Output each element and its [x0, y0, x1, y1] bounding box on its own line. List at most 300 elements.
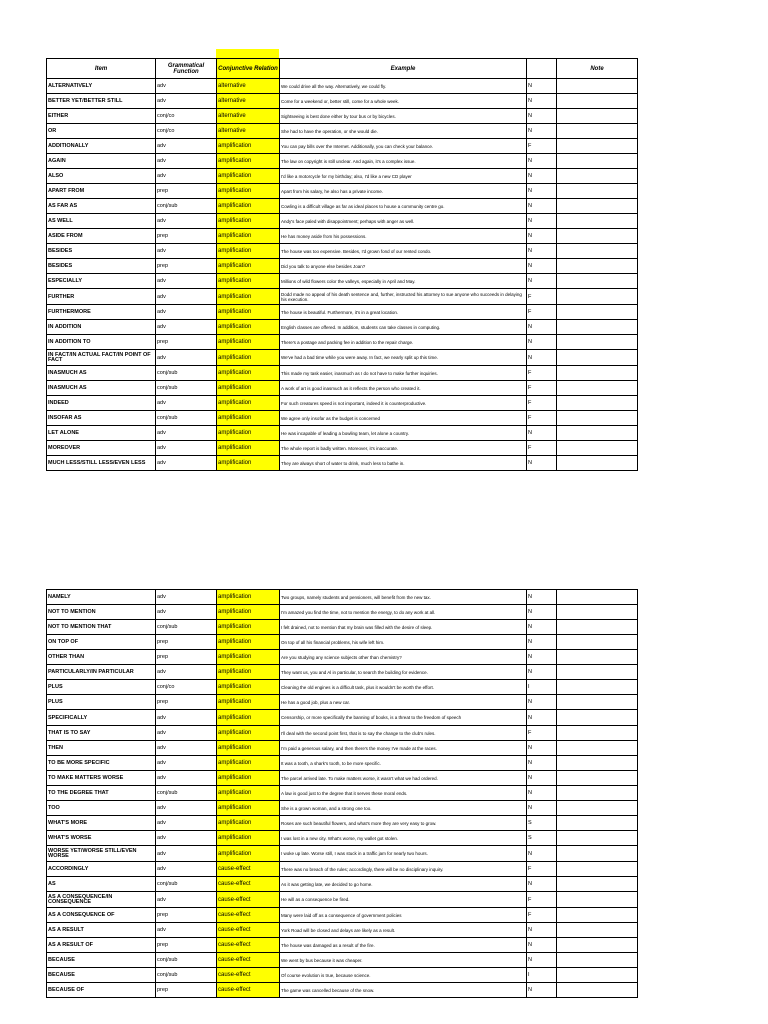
flag-cell: N: [527, 620, 557, 635]
flag-cell: F: [527, 908, 557, 923]
table-row: [47, 892, 638, 908]
relation-cell: amplification: [217, 411, 280, 426]
item-cell: AS A RESULT OF: [47, 938, 156, 953]
table-row: [47, 771, 638, 786]
example-cell: Of course evolution is true, because science.: [280, 968, 527, 983]
function-cell: adv: [156, 94, 217, 109]
flag-cell: N: [527, 214, 557, 229]
flag-cell: N: [527, 983, 557, 998]
example-cell: The parcel arrived late. To make matters worse, it wasn't what we had ordered.: [280, 771, 527, 786]
note-cell: [557, 305, 638, 320]
function-cell: prep: [156, 184, 217, 199]
function-cell: adv: [156, 665, 217, 680]
item-cell: ALTERNATIVELY: [47, 79, 156, 94]
note-cell: [557, 771, 638, 786]
relation-cell: amplification: [217, 366, 280, 381]
example-cell: The house is beautiful. Furthermore, it's in a great location.: [280, 305, 527, 320]
note-cell: [557, 590, 638, 605]
relation-cell: cause-effect: [217, 983, 280, 998]
example-cell: She had to have the operation, or she would die.: [280, 124, 527, 139]
example-cell: He will as a consequence be fired.: [280, 892, 527, 908]
note-cell: [557, 605, 638, 620]
example-cell: There's a postage and packing fee in addition to the repair charge.: [280, 335, 527, 350]
function-cell: adv: [156, 741, 217, 756]
table-row: [47, 983, 638, 998]
note-cell: [557, 426, 638, 441]
relation-cell: amplification: [217, 680, 280, 695]
relation-cell: cause-effect: [217, 908, 280, 923]
item-cell: MUCH LESS/STILL LESS/EVEN LESS: [47, 456, 156, 471]
table-row: [47, 199, 638, 214]
table-row: [47, 620, 638, 635]
example-cell: On top of all his financial problems, his wife left him.: [280, 635, 527, 650]
example-cell: This made my task easier, inasmuch as I do not have to make further inquiries.: [280, 366, 527, 381]
flag-cell: N: [527, 426, 557, 441]
item-cell: IN ADDITION: [47, 320, 156, 335]
item-cell: SPECIFICALLY: [47, 710, 156, 726]
table-row: [47, 411, 638, 426]
table-body-bottom: [47, 590, 638, 998]
table-row: [47, 229, 638, 244]
function-cell: adv: [156, 244, 217, 259]
relation-cell: amplification: [217, 846, 280, 862]
item-cell: THEN: [47, 741, 156, 756]
item-cell: PLUS: [47, 695, 156, 710]
flag-cell: F: [527, 862, 557, 877]
flag-cell: N: [527, 650, 557, 665]
header-item: Item: [47, 59, 156, 79]
item-cell: ACCORDINGLY: [47, 862, 156, 877]
relation-cell: amplification: [217, 229, 280, 244]
flag-cell: N: [527, 79, 557, 94]
flag-cell: N: [527, 877, 557, 892]
table-row: [47, 741, 638, 756]
relation-cell: amplification: [217, 756, 280, 771]
function-cell: adv: [156, 139, 217, 154]
flag-cell: N: [527, 605, 557, 620]
item-cell: FURTHERMORE: [47, 305, 156, 320]
note-cell: [557, 741, 638, 756]
flag-cell: F: [527, 726, 557, 741]
flag-cell: N: [527, 274, 557, 289]
example-cell: I'd like a motorcycle for my birthday; also, I'd like a new CD player: [280, 169, 527, 184]
flag-cell: F: [527, 396, 557, 411]
flag-cell: N: [527, 169, 557, 184]
example-cell: A law is good just to the degree that it serves these moral ends.: [280, 786, 527, 801]
note-cell: [557, 726, 638, 741]
item-cell: TOO: [47, 801, 156, 816]
note-cell: [557, 109, 638, 124]
relation-cell: amplification: [217, 590, 280, 605]
header-example: Example: [280, 59, 527, 79]
relation-cell: amplification: [217, 350, 280, 366]
note-cell: [557, 456, 638, 471]
function-cell: prep: [156, 229, 217, 244]
relation-cell: alternative: [217, 94, 280, 109]
note-cell: [557, 289, 638, 305]
note-cell: [557, 862, 638, 877]
table-row: [47, 846, 638, 862]
note-cell: [557, 154, 638, 169]
function-cell: adv: [156, 726, 217, 741]
function-cell: adv: [156, 801, 217, 816]
flag-cell: N: [527, 695, 557, 710]
function-cell: adv: [156, 756, 217, 771]
item-cell: FURTHER: [47, 289, 156, 305]
function-cell: adv: [156, 350, 217, 366]
relation-cell: cause-effect: [217, 923, 280, 938]
flag-cell: F: [527, 381, 557, 396]
item-cell: MOREOVER: [47, 441, 156, 456]
example-cell: For such creatures speed is not important, indeed it is counterproductive.: [280, 396, 527, 411]
relation-cell: amplification: [217, 184, 280, 199]
example-cell: Come for a weekend or, better still, come for a whole week.: [280, 94, 527, 109]
function-cell: adv: [156, 710, 217, 726]
relation-cell: amplification: [217, 274, 280, 289]
flag-cell: F: [527, 366, 557, 381]
item-cell: APART FROM: [47, 184, 156, 199]
note-cell: [557, 710, 638, 726]
example-cell: Apart from his salary, he also has a private income.: [280, 184, 527, 199]
example-cell: Are you studying any science subjects other than chemistry?: [280, 650, 527, 665]
function-cell: adv: [156, 426, 217, 441]
relation-cell: alternative: [217, 124, 280, 139]
note-cell: [557, 680, 638, 695]
function-cell: conj/sub: [156, 786, 217, 801]
item-cell: WHAT'S MORE: [47, 816, 156, 831]
table-row: [47, 350, 638, 366]
note-cell: [557, 892, 638, 908]
relation-cell: amplification: [217, 441, 280, 456]
relation-cell: amplification: [217, 650, 280, 665]
relation-cell: amplification: [217, 259, 280, 274]
note-cell: [557, 184, 638, 199]
note-cell: [557, 350, 638, 366]
note-cell: [557, 846, 638, 862]
flag-cell: N: [527, 124, 557, 139]
flag-cell: N: [527, 953, 557, 968]
item-cell: WORSE YET/WORSE STILL/EVEN WORSE: [47, 846, 156, 862]
flag-cell: N: [527, 109, 557, 124]
note-cell: [557, 665, 638, 680]
relation-cell: amplification: [217, 154, 280, 169]
item-cell: BETTER YET/BETTER STILL: [47, 94, 156, 109]
item-cell: THAT IS TO SAY: [47, 726, 156, 741]
item-cell: AS WELL: [47, 214, 156, 229]
flag-cell: N: [527, 590, 557, 605]
connectives-table-top: [46, 58, 638, 471]
note-cell: [557, 968, 638, 983]
flag-cell: N: [527, 635, 557, 650]
item-cell: BESIDES: [47, 244, 156, 259]
flag-cell: N: [527, 801, 557, 816]
note-cell: [557, 695, 638, 710]
item-cell: PARTICULARLY/IN PARTICULAR: [47, 665, 156, 680]
table-row: [47, 259, 638, 274]
table-row: [47, 923, 638, 938]
relation-cell: amplification: [217, 214, 280, 229]
relation-cell: amplification: [217, 710, 280, 726]
note-cell: [557, 650, 638, 665]
flag-cell: N: [527, 756, 557, 771]
table-row: [47, 154, 638, 169]
flag-cell: I: [527, 968, 557, 983]
example-cell: He has a good job, plus a new car.: [280, 695, 527, 710]
example-cell: Dodd made no appeal of his death sentence and, further, instructed his attorney to sue anyone who succeeds in delaying his execution.: [280, 289, 527, 305]
function-cell: adv: [156, 274, 217, 289]
flag-cell: N: [527, 923, 557, 938]
relation-cell: amplification: [217, 605, 280, 620]
table-row: [47, 169, 638, 184]
table-row: [47, 305, 638, 320]
table-row: [47, 381, 638, 396]
table-row: [47, 938, 638, 953]
note-cell: [557, 908, 638, 923]
table-row: [47, 801, 638, 816]
note-cell: [557, 756, 638, 771]
example-cell: We've had a bad time while you were away. In fact, we nearly split up this time.: [280, 350, 527, 366]
relation-cell: amplification: [217, 771, 280, 786]
table-row: [47, 320, 638, 335]
flag-cell: N: [527, 771, 557, 786]
table-row: [47, 953, 638, 968]
function-cell: adv: [156, 79, 217, 94]
example-cell: Two groups, namely students and pensioners, will benefit from the new tax.: [280, 590, 527, 605]
table-row: [47, 862, 638, 877]
function-cell: adv: [156, 441, 217, 456]
flag-cell: S: [527, 816, 557, 831]
relation-cell: cause-effect: [217, 862, 280, 877]
example-cell: Many were laid off as a consequence of government policies: [280, 908, 527, 923]
relation-cell: amplification: [217, 320, 280, 335]
relation-cell: amplification: [217, 426, 280, 441]
relation-cell: amplification: [217, 620, 280, 635]
function-cell: prep: [156, 335, 217, 350]
relation-cell: amplification: [217, 726, 280, 741]
note-cell: [557, 94, 638, 109]
function-cell: adv: [156, 590, 217, 605]
header-row: [47, 59, 638, 79]
example-cell: Sightseeing is best done either by tour bus or by bicycles.: [280, 109, 527, 124]
function-cell: adv: [156, 289, 217, 305]
function-cell: adv: [156, 320, 217, 335]
relation-cell: alternative: [217, 79, 280, 94]
item-cell: INASMUCH AS: [47, 381, 156, 396]
item-cell: TO MAKE MATTERS WORSE: [47, 771, 156, 786]
table-row: [47, 139, 638, 154]
function-cell: adv: [156, 305, 217, 320]
function-cell: prep: [156, 259, 217, 274]
table-row: [47, 605, 638, 620]
item-cell: EITHER: [47, 109, 156, 124]
example-cell: He was incapable of leading a bowling team, let alone a country.: [280, 426, 527, 441]
note-cell: [557, 320, 638, 335]
note-cell: [557, 877, 638, 892]
table-row: [47, 695, 638, 710]
item-cell: BECAUSE OF: [47, 983, 156, 998]
example-cell: Roses are such beautiful flowers, and what's more they are very easy to grow.: [280, 816, 527, 831]
header-relation: Conjunctive Relation: [217, 59, 280, 79]
table-body-top: [47, 79, 638, 471]
function-cell: adv: [156, 892, 217, 908]
function-cell: prep: [156, 650, 217, 665]
table-row: [47, 650, 638, 665]
item-cell: INASMUCH AS: [47, 366, 156, 381]
table-row: [47, 335, 638, 350]
note-cell: [557, 381, 638, 396]
relation-cell: amplification: [217, 169, 280, 184]
function-cell: prep: [156, 635, 217, 650]
header-note: Note: [557, 59, 638, 79]
item-cell: ON TOP OF: [47, 635, 156, 650]
example-cell: The house was too expensive. Besides, I'd grown fond of our rented condo.: [280, 244, 527, 259]
note-cell: [557, 923, 638, 938]
item-cell: BESIDES: [47, 259, 156, 274]
item-cell: AS A RESULT: [47, 923, 156, 938]
table-row: [47, 274, 638, 289]
table-row: [47, 214, 638, 229]
item-cell: AS FAR AS: [47, 199, 156, 214]
item-cell: OTHER THAN: [47, 650, 156, 665]
item-cell: OR: [47, 124, 156, 139]
flag-cell: F: [527, 411, 557, 426]
function-cell: prep: [156, 695, 217, 710]
flag-cell: N: [527, 456, 557, 471]
item-cell: NOT TO MENTION: [47, 605, 156, 620]
flag-cell: N: [527, 938, 557, 953]
connectives-table-bottom: [46, 589, 638, 998]
example-cell: They are always short of water to drink, much less to bathe in.: [280, 456, 527, 471]
item-cell: INSOFAR AS: [47, 411, 156, 426]
note-cell: [557, 816, 638, 831]
function-cell: adv: [156, 771, 217, 786]
flag-cell: N: [527, 320, 557, 335]
relation-cell: cause-effect: [217, 938, 280, 953]
flag-cell: N: [527, 229, 557, 244]
function-cell: adv: [156, 831, 217, 846]
function-cell: conj/sub: [156, 411, 217, 426]
relation-cell: amplification: [217, 665, 280, 680]
flag-cell: N: [527, 154, 557, 169]
item-cell: LET ALONE: [47, 426, 156, 441]
example-cell: The law on copyright is still unclear. And again, it's a complex issue.: [280, 154, 527, 169]
relation-cell: amplification: [217, 139, 280, 154]
flag-cell: F: [527, 892, 557, 908]
note-cell: [557, 411, 638, 426]
example-cell: York Road will be closed and delays are likely as a result.: [280, 923, 527, 938]
example-cell: Censorship, or more specifically the banning of books, is a threat to the freedom of speech: [280, 710, 527, 726]
note-cell: [557, 366, 638, 381]
relation-cell: amplification: [217, 816, 280, 831]
note-cell: [557, 983, 638, 998]
table-row: [47, 908, 638, 923]
example-cell: As it was getting late, we decided to go home.: [280, 877, 527, 892]
table-row: [47, 109, 638, 124]
function-cell: adv: [156, 923, 217, 938]
example-cell: I'm amazed you find the time, not to mention the energy, to do any work at all.: [280, 605, 527, 620]
function-cell: conj/sub: [156, 620, 217, 635]
flag-cell: N: [527, 786, 557, 801]
flag-cell: N: [527, 199, 557, 214]
function-cell: adv: [156, 396, 217, 411]
item-cell: TO THE DEGREE THAT: [47, 786, 156, 801]
example-cell: It was a tooth, a shark's tooth, to be more specific.: [280, 756, 527, 771]
flag-cell: F: [527, 139, 557, 154]
example-cell: The game was cancelled because of the snow.: [280, 983, 527, 998]
flag-cell: N: [527, 665, 557, 680]
table-row: [47, 94, 638, 109]
relation-cell: amplification: [217, 831, 280, 846]
item-cell: AS A CONSEQUENCE/IN CONSEQUENCE: [47, 892, 156, 908]
function-cell: conj/co: [156, 124, 217, 139]
note-cell: [557, 229, 638, 244]
example-cell: Cleaning the old engines is a difficult task, plus it wouldn't be worth the effort.: [280, 680, 527, 695]
item-cell: IN FACT/IN ACTUAL FACT/IN POINT OF FACT: [47, 350, 156, 366]
table-row: [47, 726, 638, 741]
flag-cell: N: [527, 335, 557, 350]
relation-cell: amplification: [217, 741, 280, 756]
item-cell: BECAUSE: [47, 953, 156, 968]
relation-cell: amplification: [217, 199, 280, 214]
item-cell: ADDITIONALLY: [47, 139, 156, 154]
table-row: [47, 680, 638, 695]
relation-cell: amplification: [217, 289, 280, 305]
note-cell: [557, 635, 638, 650]
table-row: [47, 79, 638, 94]
table-row: [47, 786, 638, 801]
example-cell: Cowling is a difficult village as far as ideal places to house a community centre go.: [280, 199, 527, 214]
table-row: [47, 665, 638, 680]
relation-cell: cause-effect: [217, 877, 280, 892]
relation-cell: amplification: [217, 396, 280, 411]
relation-cell: amplification: [217, 801, 280, 816]
example-cell: A work of art is good inasmuch as it reflects the person who created it.: [280, 381, 527, 396]
example-cell: English classes are offered. In addition, students can take classes in computing.: [280, 320, 527, 335]
table-row: [47, 710, 638, 726]
item-cell: TO BE MORE SPECIFIC: [47, 756, 156, 771]
flag-cell: N: [527, 350, 557, 366]
note-cell: [557, 786, 638, 801]
example-cell: I woke up late. Worse still, I was stuck in a traffic jam for nearly two hours.: [280, 846, 527, 862]
table-row: [47, 289, 638, 305]
relation-cell: amplification: [217, 305, 280, 320]
item-cell: ASIDE FROM: [47, 229, 156, 244]
note-cell: [557, 801, 638, 816]
relation-cell: cause-effect: [217, 892, 280, 908]
note-cell: [557, 244, 638, 259]
note-cell: [557, 259, 638, 274]
function-cell: conj/sub: [156, 968, 217, 983]
note-cell: [557, 199, 638, 214]
example-cell: Andy's face paled with disappointment; perhaps with anger as well.: [280, 214, 527, 229]
example-cell: We agree only insofar as the budget is concerned: [280, 411, 527, 426]
note-cell: [557, 938, 638, 953]
item-cell: ALSO: [47, 169, 156, 184]
example-cell: I felt drained, not to mention that my brain was filled with the desire of sleep.: [280, 620, 527, 635]
item-cell: PLUS: [47, 680, 156, 695]
relation-cell: amplification: [217, 244, 280, 259]
function-cell: adv: [156, 456, 217, 471]
example-cell: I was lost in a new city. What's worse, my wallet got stolen.: [280, 831, 527, 846]
example-cell: She is a grown woman, and a strong one too.: [280, 801, 527, 816]
function-cell: adv: [156, 862, 217, 877]
note-cell: [557, 953, 638, 968]
flag-cell: N: [527, 244, 557, 259]
example-cell: Did you talk to anyone else besides Joan?: [280, 259, 527, 274]
relation-cell: alternative: [217, 109, 280, 124]
relation-cell: amplification: [217, 335, 280, 350]
table-row: [47, 441, 638, 456]
